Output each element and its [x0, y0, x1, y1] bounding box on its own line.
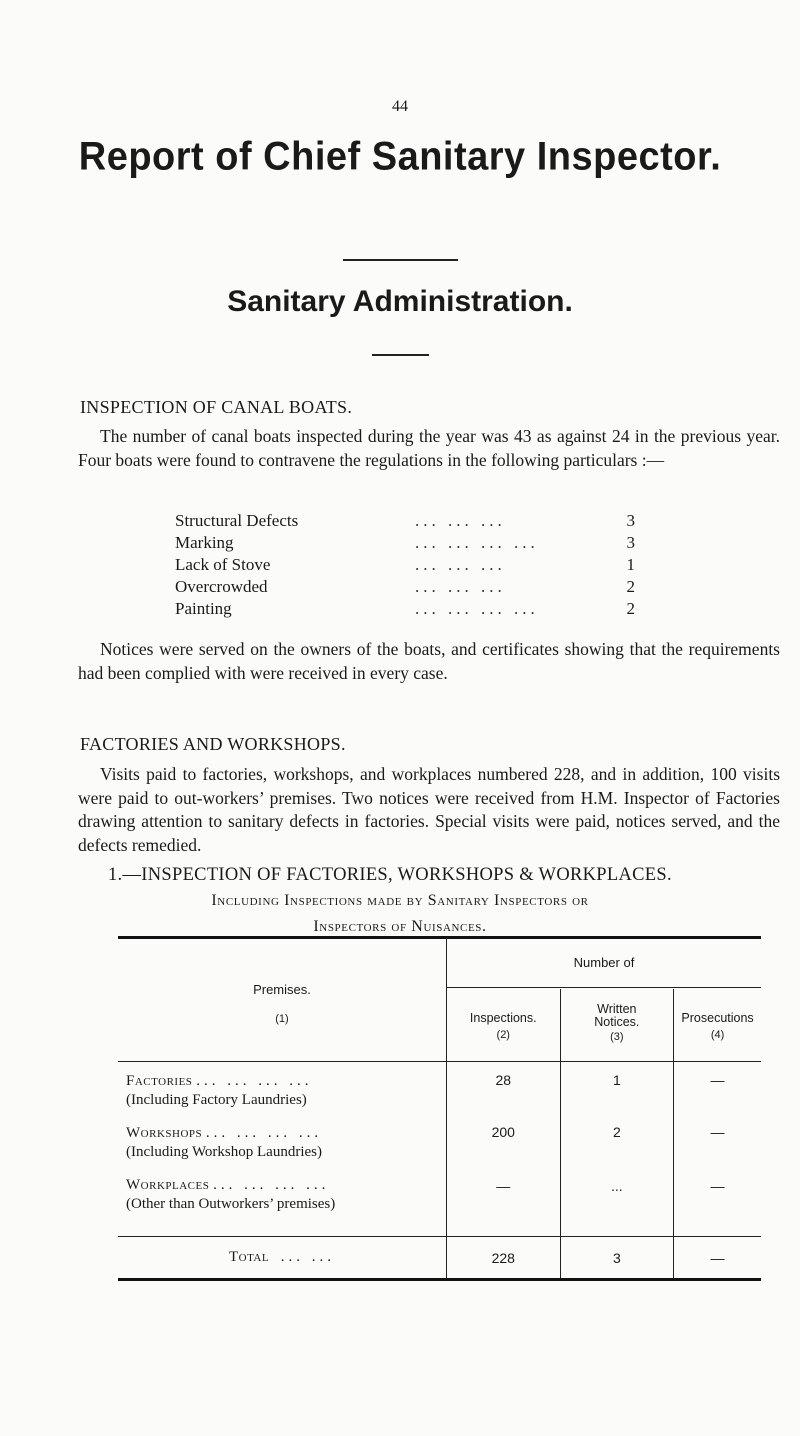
- subtitle-divider: [372, 354, 429, 356]
- inspections-label: Inspections.: [469, 1011, 537, 1025]
- defect-row: [175, 533, 635, 555]
- notices-cell: 1: [560, 1062, 674, 1121]
- total-inspections: 228: [446, 1237, 560, 1280]
- defect-count: 2: [626, 599, 635, 618]
- inspections-header: [446, 989, 560, 1062]
- number-of-header-cell: [446, 938, 761, 990]
- notices-cell: 2: [560, 1120, 674, 1172]
- defect-count: 2: [626, 577, 635, 596]
- table-row: [118, 1120, 761, 1172]
- defect-label: Marking: [175, 533, 234, 552]
- table-row: [118, 1172, 761, 1237]
- table-row: [118, 1062, 761, 1121]
- premises-col-number: (1): [275, 1012, 289, 1025]
- leader-dots: ... ... ... ...: [415, 599, 539, 618]
- defect-row: [175, 511, 635, 533]
- leader-dots: ... ... ...: [415, 511, 506, 530]
- page-number: 44: [392, 98, 408, 115]
- inspection-subheading: Including Inspections made by Sanitary Inspectors or: [211, 892, 589, 909]
- total-prosecutions: —: [674, 1237, 761, 1280]
- canal-closing: Notices were served on the owners of the boats, and certificates showing that the requirements had been complied with were received in every case.: [78, 639, 780, 683]
- row-note: (Including Workshop Laundries): [126, 1144, 322, 1160]
- inspections-cell: —: [446, 1172, 560, 1237]
- defect-list: [175, 511, 635, 621]
- written-notices-col-number: (3): [610, 1031, 624, 1043]
- title-divider: [343, 259, 458, 261]
- leader-dots: ... ... ...: [415, 555, 506, 574]
- defect-count: 3: [626, 511, 635, 530]
- notices-cell: ...: [560, 1172, 674, 1237]
- defect-count: 3: [626, 533, 635, 552]
- defect-row: [175, 577, 635, 599]
- defect-label: Lack of Stove: [175, 555, 271, 574]
- defect-label: Overcrowded: [175, 577, 268, 596]
- total-label-cell: [118, 1237, 446, 1280]
- defect-row: [175, 599, 635, 621]
- prosecutions-cell: —: [710, 1178, 725, 1194]
- premises-header-cell: [118, 938, 446, 1062]
- row-name: Workshops: [126, 1125, 203, 1141]
- prosecutions-label: Prosecutions: [681, 1011, 754, 1025]
- inspections-cell: 200: [446, 1120, 560, 1172]
- written-notices-label: Written Notices.: [594, 1002, 640, 1029]
- row-note: (Including Factory Laundries): [126, 1092, 307, 1108]
- row-label: [118, 1172, 446, 1195]
- defect-label: Structural Defects: [175, 511, 299, 530]
- total-row: [118, 1237, 761, 1280]
- total-notices: 3: [560, 1237, 674, 1280]
- canal-intro: The number of canal boats inspected during the year was 43 as against 24 in the previous year. Four boats were found to contravene the regulations in the following particulars :—: [78, 426, 780, 470]
- inspection-heading: 1.—INSPECTION OF FACTORIES, WORKSHOPS & WORKPLACES.: [108, 865, 672, 885]
- premises-header: Premises.: [253, 981, 311, 997]
- number-of-header: Number of: [447, 939, 761, 988]
- row-name: Workplaces: [126, 1177, 210, 1193]
- leader-dots: ... ... ... ...: [205, 1125, 323, 1141]
- total-label: Total: [228, 1249, 270, 1265]
- premises-cell: [118, 1172, 446, 1237]
- inspection-subheading-2: Inspectors of Nuisances.: [313, 918, 487, 935]
- row-label: [118, 1062, 446, 1091]
- inspections-cell: 28: [446, 1062, 560, 1121]
- prosecutions-cell: —: [710, 1124, 725, 1140]
- factories-heading: FACTORIES AND WORKSHOPS.: [80, 734, 346, 754]
- premises-cell: [118, 1120, 446, 1172]
- leader-dots: ... ... ... ...: [415, 533, 539, 552]
- factories-text: Visits paid to factories, workshops, and workplaces numbered 228, and in addition, 100 visits were paid to out-workers’ premises. Two notices were received from H.M. Inspector of Factories drawing attention to sanitary defects in factories. Special visits were paid, notices served, and the defects remedied.: [78, 764, 780, 855]
- prosecutions-cell: —: [710, 1072, 725, 1088]
- leader-dots: ... ... ...: [415, 577, 506, 596]
- leader-dots: ... ...: [280, 1249, 335, 1265]
- leader-dots: ... ... ... ...: [213, 1177, 330, 1193]
- canal-heading: INSPECTION OF CANAL BOATS.: [80, 397, 353, 417]
- defect-label: Painting: [175, 599, 232, 618]
- defect-row: [175, 555, 635, 577]
- row-note: (Other than Outworkers’ premises): [126, 1196, 336, 1212]
- inspections-col-number: (2): [496, 1029, 510, 1041]
- row-name: Factories: [126, 1073, 193, 1089]
- premises-cell: [118, 1062, 446, 1121]
- report-title: Report of Chief Sanitary Inspector.: [78, 134, 722, 180]
- prosecutions-header: [674, 989, 761, 1062]
- leader-dots: ... ... ... ...: [196, 1073, 313, 1089]
- written-notices-header: [560, 989, 674, 1062]
- defect-count: 1: [626, 555, 635, 574]
- row-label: [118, 1120, 446, 1143]
- section-title: Sanitary Administration.: [227, 285, 573, 318]
- prosecutions-col-number: (4): [710, 1029, 725, 1041]
- inspection-table: [118, 936, 761, 1281]
